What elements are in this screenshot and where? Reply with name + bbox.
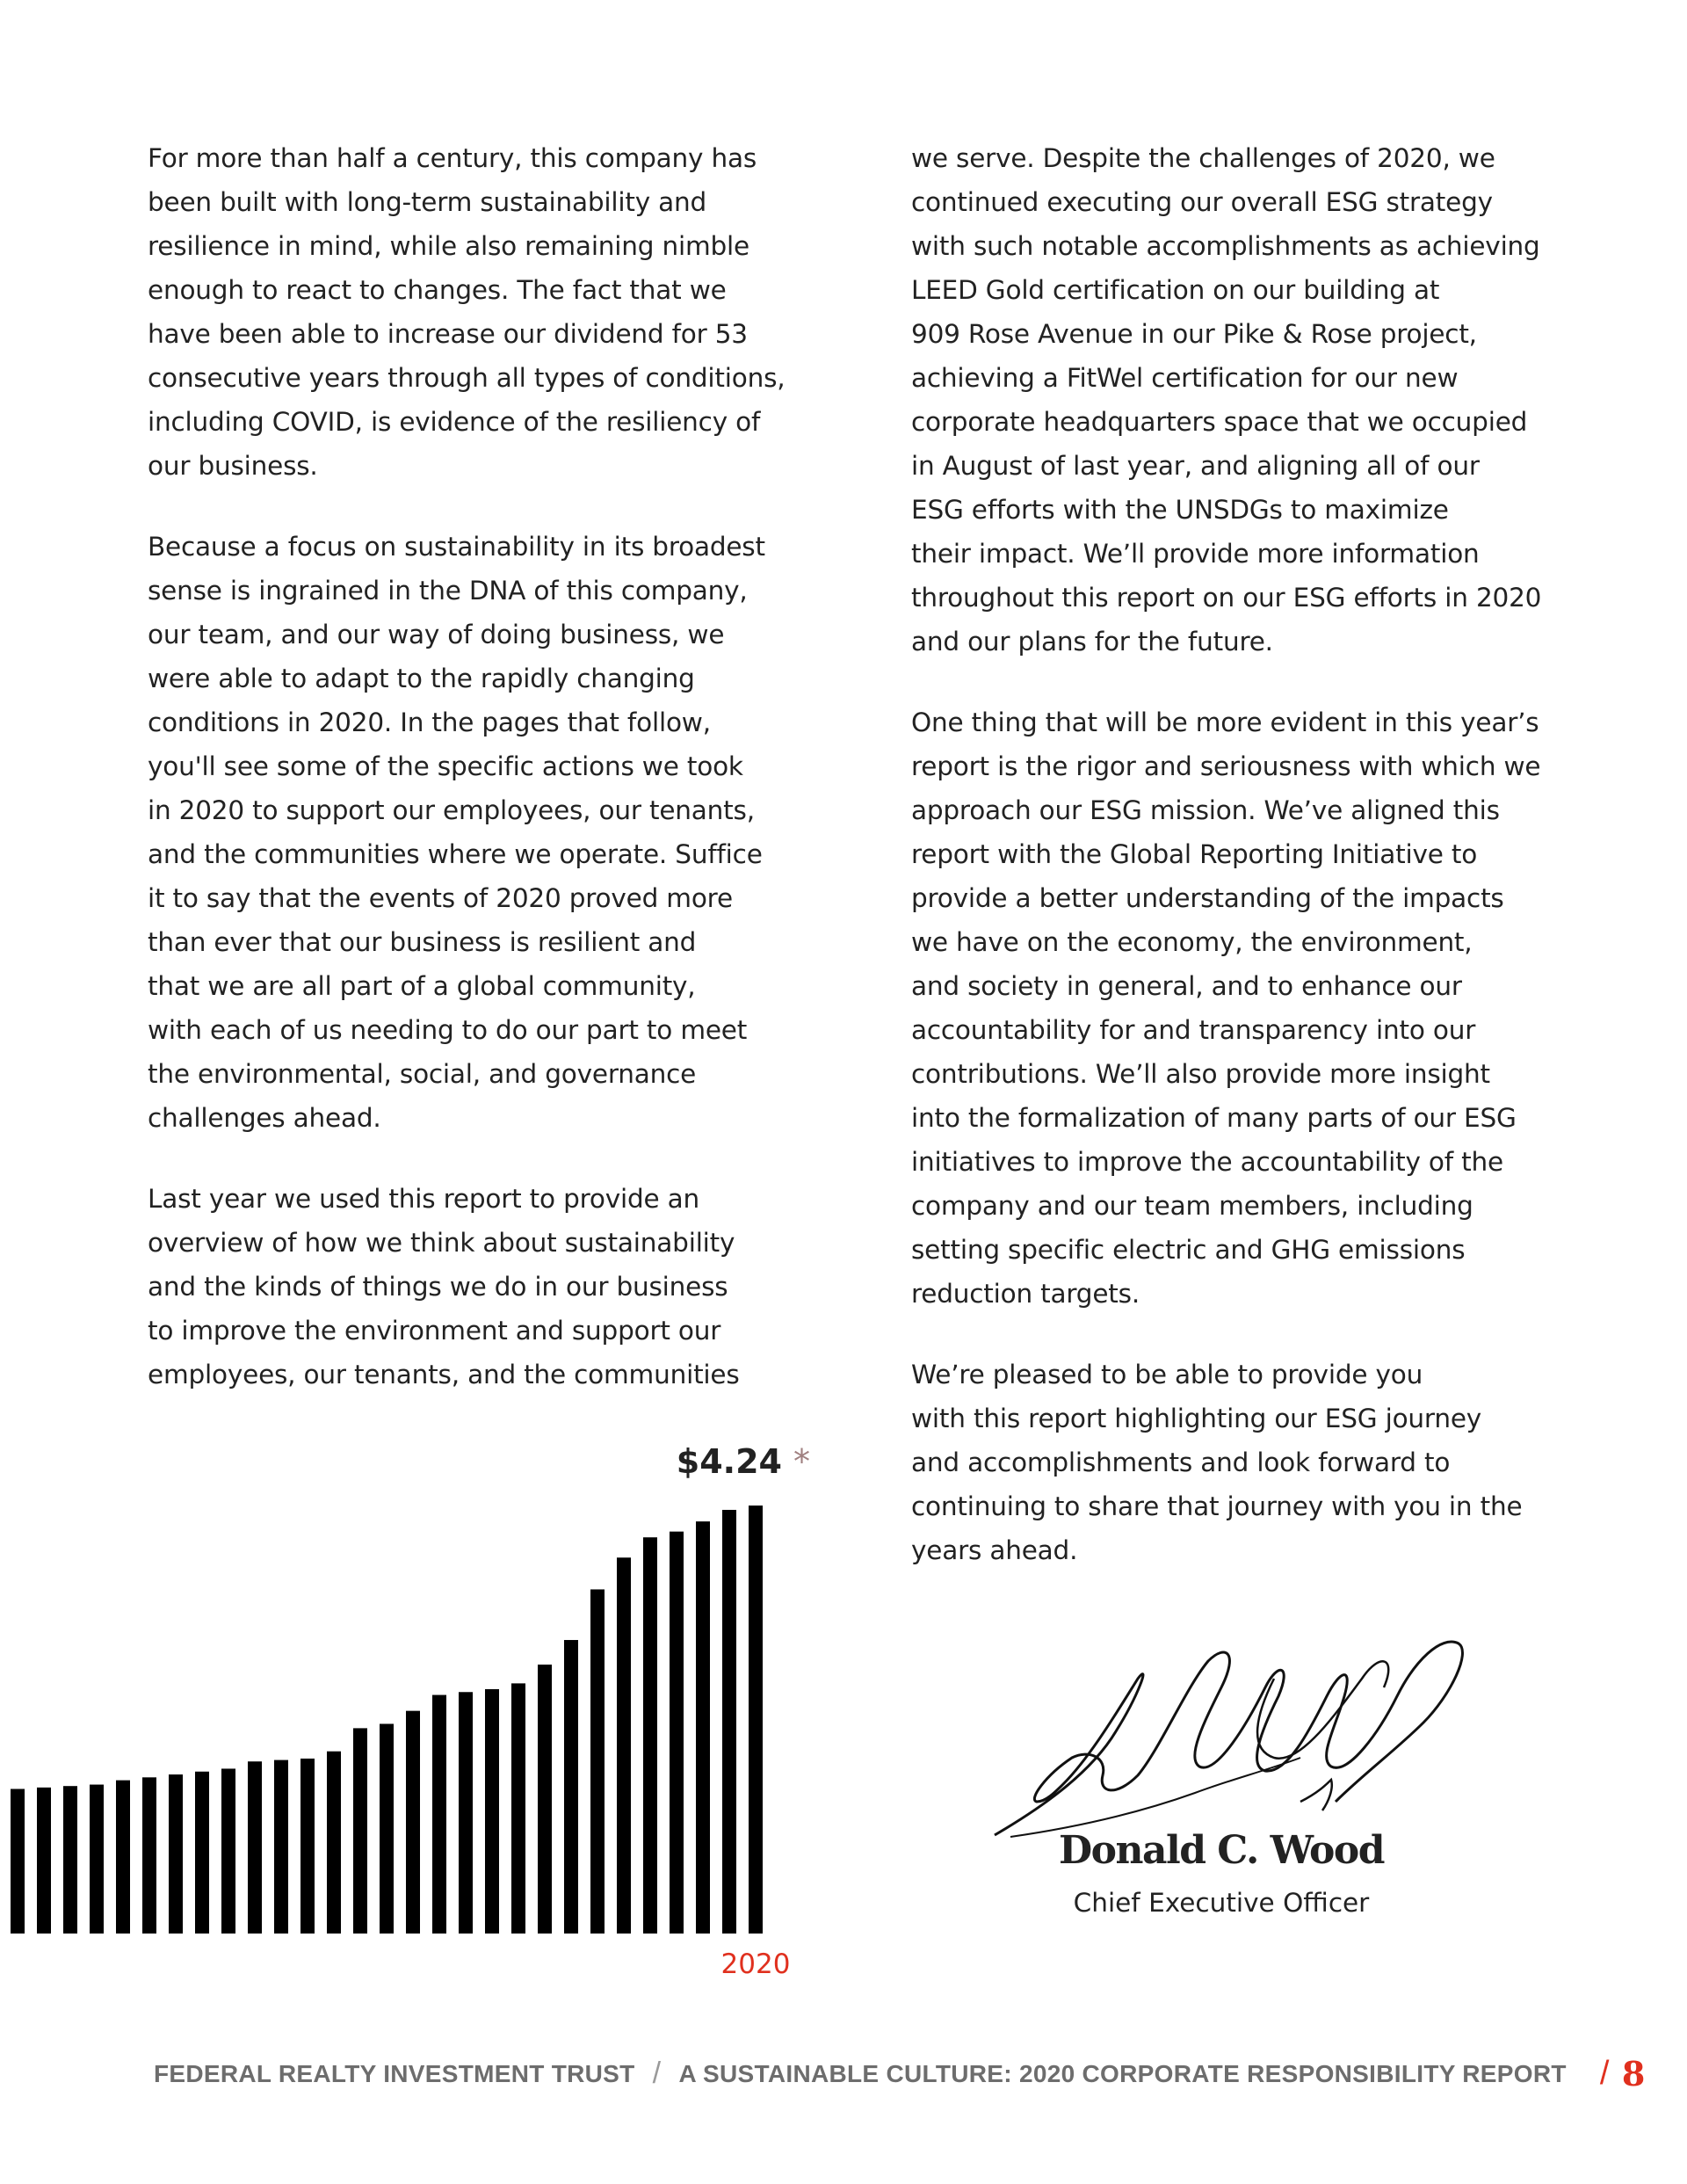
chart-bar [406, 1711, 420, 1934]
chart-bar [696, 1521, 710, 1934]
chart-bar [511, 1683, 525, 1934]
chart-bar [590, 1589, 605, 1934]
chart-highlight-value: $4.24 [676, 1442, 782, 1481]
chart-bar [37, 1788, 51, 1934]
chart-bar [380, 1723, 394, 1934]
chart-bar [749, 1506, 763, 1934]
chart-bar [459, 1692, 473, 1934]
chart-bar [169, 1774, 183, 1934]
chart-bar [617, 1557, 631, 1934]
right-column [911, 136, 1579, 1609]
paragraph-3: Last year we used this report to provide an overview of how we think about sustainability and the kinds of things we do in our business to improve the environment and support our employees, our tenants, and the communities [148, 1184, 740, 1389]
footer-separator: / [652, 2057, 662, 2090]
chart-bar [485, 1689, 499, 1934]
chart-bar [670, 1532, 684, 1934]
paragraph-5: One thing that will be more evident in this year’s report is the rigor and seriousness with which we approach our ESG mission. We’ve aligned this report with the Global Reporting Initiative to provide a better understanding of the impacts we have on the economy, the environment, and society in general, and to enhance our accountability for and transparency into our contributions. We’ll also provide more insight into the formalization of many parts of our ESG initiatives to improve the accountability of the company and our team members, including setting specific electric and GHG emissions reduction targets. [911, 707, 1541, 1309]
chart-bar [248, 1761, 262, 1934]
signer-title: Chief Executive Officer [1073, 1888, 1370, 1918]
footer-org: FEDERAL REALTY INVESTMENT TRUST [154, 2059, 635, 2087]
chart-bar [142, 1777, 156, 1934]
signature-stroke-4 [1300, 1780, 1332, 1810]
paragraph-4: we serve. Despite the challenges of 2020, we continued executing our overall ESG strategy with such notable accomplishments as achieving LEED Gold certification on our building at 909 Rose Avenue in our Pike & Rose project, achieving a FitWel certification for our new corporate headquarters space that we occupied in August of last year, and aligning all of our ESG efforts with the UNSDGs to maximize their impact. We’ll provide more information throughout this report on our ESG efforts in 2020 and our plans for the future. [911, 143, 1542, 657]
chart-bar [63, 1786, 77, 1934]
page-number: 8 [1621, 2054, 1646, 2093]
signature-stroke-1 [995, 1642, 1462, 1835]
signature-image [984, 1626, 1476, 1854]
paragraph-6: We’re pleased to be able to provide you with this report highlighting our ESG journey and accomplishments and look forward to continuing to share that journey with you in the years ahead. [911, 1360, 1523, 1565]
chart-bar [116, 1781, 130, 1934]
page-number-separator: / [1599, 2055, 1610, 2092]
chart-bar [643, 1537, 657, 1934]
chart-bar [274, 1760, 288, 1934]
signer-name: Donald C. Wood [1059, 1828, 1384, 1873]
chart-bar [90, 1785, 104, 1934]
chart-bar [564, 1640, 578, 1934]
page-footer [154, 2054, 1646, 2098]
chart-bar [11, 1789, 25, 1934]
paragraph-1: For more than half a century, this company has been built with long-term sustainability and resilience in mind, while also remaining nimble enough to react to changes. The fact that we have been able to increase our dividend for 53 consecutive years through all types of conditions, including COVID, is evidence of the resiliency of our business. [148, 143, 786, 481]
chart-bar [195, 1772, 209, 1934]
dividend-chart-svg [0, 1424, 835, 1986]
chart-bars [11, 1506, 763, 1934]
chart-bar [221, 1768, 235, 1934]
chart-bar [722, 1510, 736, 1934]
chart-bar [300, 1759, 315, 1934]
chart-highlight-asterisk: * [793, 1442, 810, 1481]
left-column [148, 136, 815, 1433]
chart-year-label: 2020 [720, 1948, 791, 1980]
chart-bar [538, 1665, 552, 1934]
chart-bar [432, 1695, 446, 1934]
footer-report-title: A SUSTAINABLE CULTURE: 2020 CORPORATE RESPONSIBILITY REPORT [678, 2059, 1567, 2087]
chart-bar [353, 1728, 367, 1934]
chart-bar [327, 1752, 341, 1934]
paragraph-2: Because a focus on sustainability in its broadest sense is ingrained in the DNA of this company, our team, and our way of doing business, we were able to adapt to the rapidly changing conditions in 2020. In the pages that follow, you'll see some of the specific actions we took in 2020 to support our employees, our tenants, and the communities where we operate. Suffice it to say that the events of 2020 proved more than ever that our business is resilient and that we are all part of a global community, with each of us needing to do our part to meet the environmental, social, and governance challenges ahead. [148, 532, 765, 1133]
dividend-chart [0, 1424, 835, 1986]
